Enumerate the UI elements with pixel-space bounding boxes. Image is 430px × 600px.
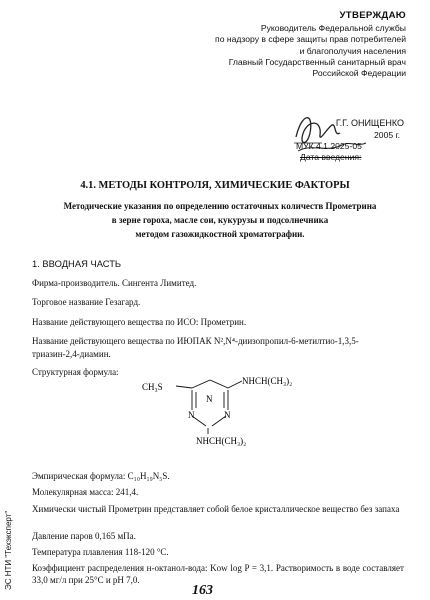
document-subtitle xyxy=(40,199,400,241)
empirical-formula: Эмпирическая формула: C₁₀H₁₉N₅S. xyxy=(32,471,170,481)
iso-name-line: Название действующего вещества по ИСО: Прометрин. xyxy=(32,317,247,327)
ring-atom-n: N xyxy=(224,410,231,420)
approval-block xyxy=(156,10,406,79)
page-number: 163 xyxy=(192,583,213,598)
side-watermark xyxy=(4,470,18,590)
molecular-mass: Молекулярная масса: 241,4. xyxy=(32,487,139,497)
manufacturer-line: Фирма-производитель. Сингента Лимитед. xyxy=(32,278,197,288)
group-right: NHCH(CH₃)₂ xyxy=(242,376,293,386)
approval-year: 2005 г. xyxy=(374,130,400,140)
iupac-line: Название действующего вещества по ИЮПАК N²,N⁴-диизопропил-6-метилтио-1,3,5- xyxy=(32,336,359,346)
trade-name-line: Торговое название Гезагард. xyxy=(32,297,141,307)
document-title: 4.1. МЕТОДЫ КОНТРОЛЯ, ХИМИЧЕСКИЕ ФАКТОРЫ xyxy=(80,180,350,191)
approval-line: и благополучия населения xyxy=(299,45,406,56)
group-left: CH₃S xyxy=(142,382,163,392)
partition-para: Коэффициент распределения н-октанол-вода: Kow log P = 3,1. Растворимость в воде составляет 33,0 мг/л при 25°C и pH 7,0. xyxy=(32,563,404,585)
date-label: Дата введения: xyxy=(300,152,362,162)
signer-name: Г.Г. ОНИЩЕНКО xyxy=(335,118,404,128)
group-bottom: NHCH(CH₃)₂ xyxy=(196,436,247,446)
structural-formula xyxy=(130,376,320,456)
vapor-pressure: Давление паров 0,165 мПа. xyxy=(32,531,136,541)
side-label: ЭС НТИ "Техэксперт" xyxy=(4,510,13,590)
approval-heading: УТВЕРЖДАЮ xyxy=(339,10,406,21)
subtitle-line: Методические указания по определению остаточных количеств Прометрина xyxy=(63,201,377,211)
description-para: Химически чистый Прометрин представляет собой белое кристаллическое вещество без запаха xyxy=(32,504,400,514)
approval-line: Руководитель Федеральной службы xyxy=(260,23,406,34)
subtitle-line: в зерне гороха, масле сои, кукурузы и подсолнечника xyxy=(111,215,329,225)
approval-line: Главный Государственный санитарный врач xyxy=(228,56,406,67)
approval-line: Российской Федерации xyxy=(312,68,406,79)
ring-atom-n: N xyxy=(188,410,195,420)
structure-label: Структурная формула: xyxy=(32,367,119,377)
muk-number: МУК 4.1.2025-05 xyxy=(296,141,362,151)
iupac-line-cont: триазин-2,4-диамин. xyxy=(32,349,111,359)
subtitle-line: методом газожидкостной хроматографии. xyxy=(135,229,305,239)
approval-line: по надзору в сфере защиты прав потребителей xyxy=(215,34,406,45)
section-heading: 1. ВВОДНАЯ ЧАСТЬ xyxy=(32,258,122,269)
melting-point: Температура плавления 118-120 °C. xyxy=(32,547,169,557)
ring-atom-n: N xyxy=(206,394,213,404)
